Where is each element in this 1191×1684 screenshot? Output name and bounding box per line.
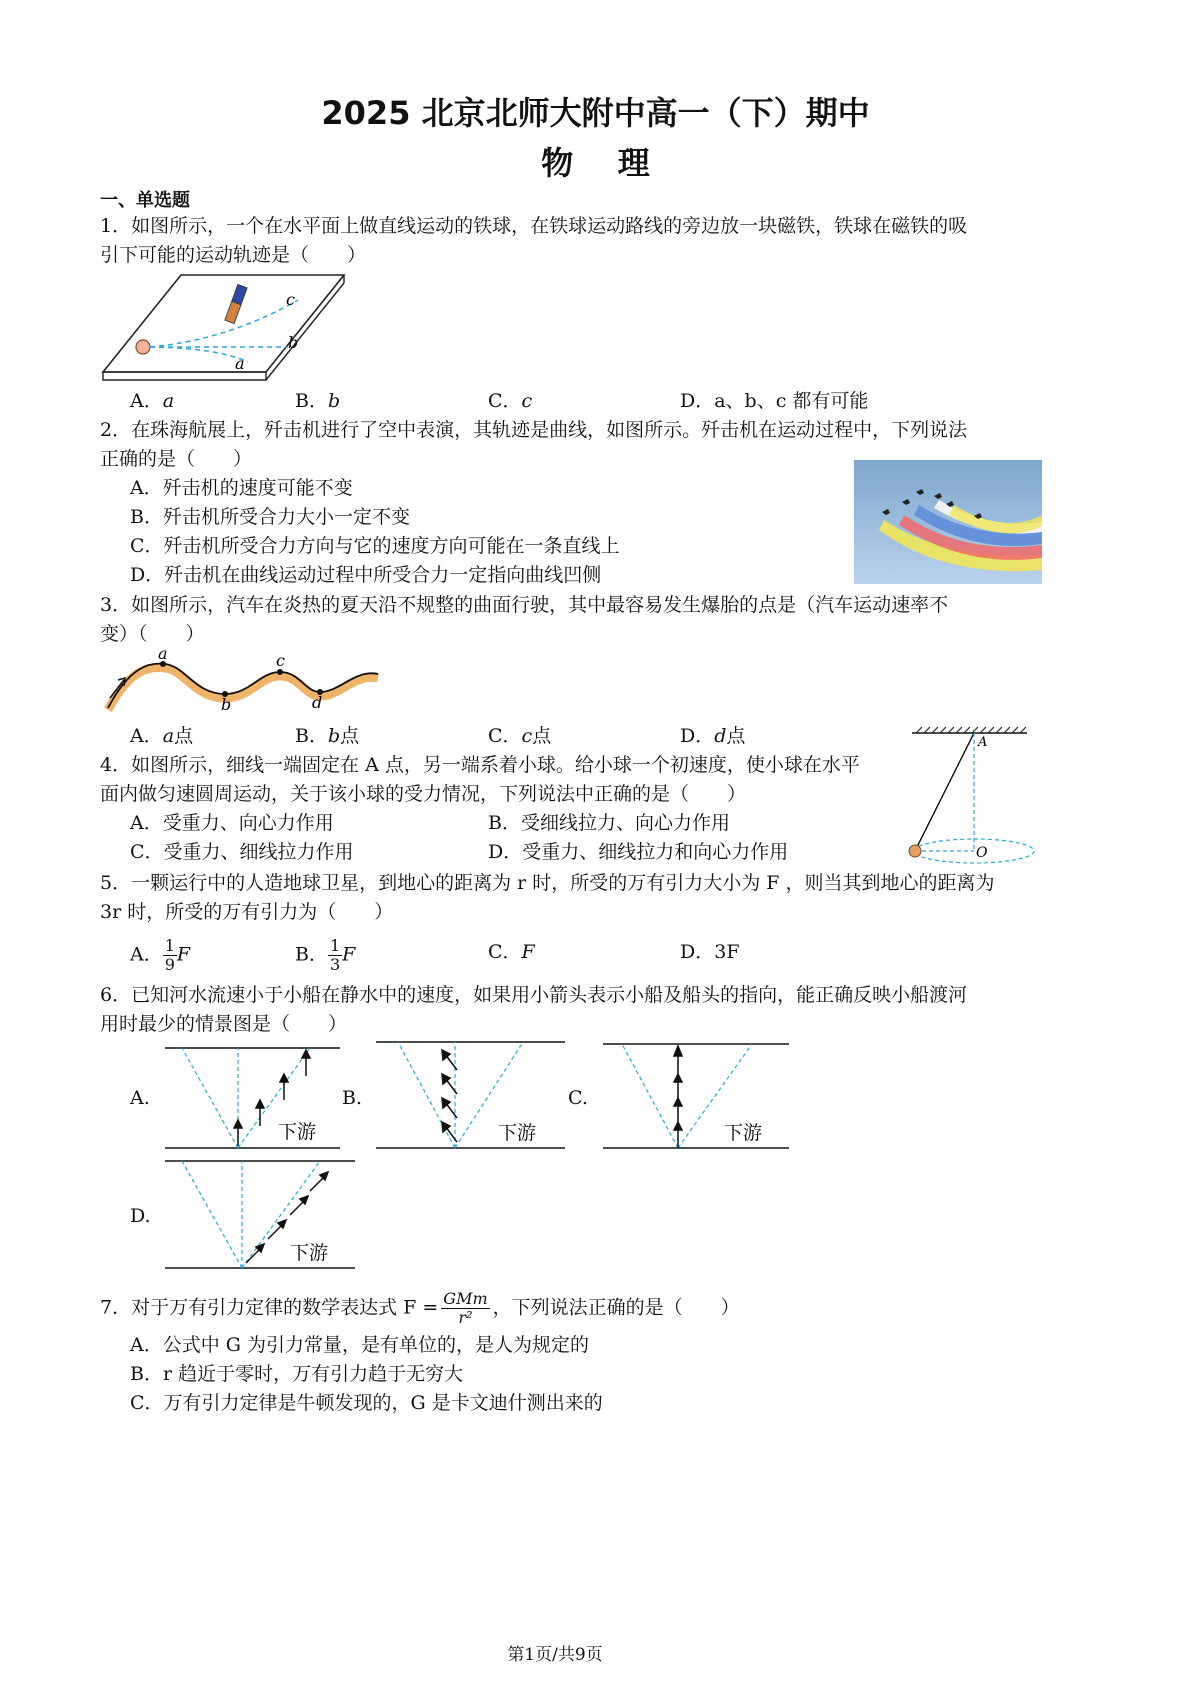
q2-option-a: A．歼击机的速度可能不变 (130, 477, 353, 499)
q4-option-c: C．受重力、细线拉力作用 (130, 841, 354, 863)
q3-stem-line2: 变）（ ） (100, 623, 205, 645)
q7-option-b: B．r 趋近于零时，万有引力趋于无穷大 (130, 1363, 464, 1385)
subject-title: 物 理 (541, 144, 650, 182)
q3-option-c: C．c点 (488, 725, 552, 747)
label-c: c (276, 651, 285, 670)
q3-stem-line1: 3．如图所示，汽车在炎热的夏天沿不规整的曲面行驶，其中最容易发生爆胎的点是（汽车运动速率不 (100, 594, 949, 616)
label-A: A (978, 735, 988, 750)
q6-label-c: C. (568, 1087, 588, 1109)
q1-stem-line2: 引下可能的运动轨迹是（ ） (100, 244, 367, 266)
q7-option-c: C．万有引力定律是牛顿发现的，G 是卡文迪什测出来的 (130, 1392, 603, 1414)
string (915, 733, 974, 851)
q3-option-b: B．b点 (295, 725, 360, 747)
q7-option-a: A．公式中 G 为引力常量，是有单位的，是人为规定的 (130, 1334, 589, 1356)
q2-option-c: C．歼击机所受合力方向与它的速度方向可能在一条直线上 (130, 535, 620, 557)
q5-option-a: A． $\frac{1}{9}$ F (130, 936, 191, 974)
section-heading: 一、单选题 (100, 190, 190, 211)
q3-figure-road (100, 648, 385, 718)
q1-figure-magnet-ball (98, 270, 348, 385)
label-a: a (235, 354, 245, 373)
q1-option-c: C．c (488, 390, 533, 412)
q1-stem-line1: 1．如图所示，一个在水平面上做直线运动的铁球，在铁球运动路线的旁边放一块磁铁，铁球在磁铁的吸 (100, 215, 968, 237)
label-d: d (312, 693, 323, 712)
road-surface (108, 667, 378, 710)
q5-stem-line1: 5．一颗运行中的人造地球卫星，到地心的距离为 r 时，所受的万有引力大小为 F ，则当其到地心的距离为 (100, 872, 995, 894)
table-edge (103, 372, 266, 380)
q2-stem-line2: 正确的是（ ） (100, 448, 253, 470)
q2-stem-line1: 2．在珠海航展上，歼击机进行了空中表演，其轨迹是曲线，如图所示。歼击机在运动过程中，下列说法 (100, 419, 968, 441)
q1-option-d: D．a、b、c 都有可能 (680, 390, 869, 412)
q4-option-b: B．受细线拉力、向心力作用 (488, 812, 730, 834)
magnet-icon (225, 284, 247, 323)
downstream-label: 下游 (498, 1122, 537, 1144)
q4-option-a: A．受重力、向心力作用 (130, 812, 334, 834)
q5-option-d: D．3F (680, 941, 740, 963)
q5-stem-line2: 3r 时，所受的万有引力为（ ） (100, 901, 394, 923)
q6-stem-line1: 6．已知河水流速小于小船在静水中的速度，如果用小箭头表示小船及船头的指向，能正确反映小船渡河 (100, 984, 968, 1006)
label-b: b (221, 695, 232, 714)
q6-figure-a (160, 1042, 345, 1154)
label-c: c (286, 290, 295, 309)
q5-option-b: B． $\frac{1}{3}$ F (295, 936, 356, 974)
q3-option-a: A．a点 (130, 725, 194, 747)
downstream-label: 下游 (724, 1122, 763, 1144)
q4-option-d: D．受重力、细线拉力和向心力作用 (488, 841, 789, 863)
label-b: b (288, 333, 299, 352)
q3-option-d: D．d点 (680, 725, 746, 747)
boat-arrows (674, 1046, 682, 1148)
track-c (150, 300, 298, 347)
q1-option-b: B．b (295, 390, 341, 412)
q5-option-c: C．F (488, 941, 535, 963)
iron-ball (136, 340, 150, 354)
downstream-label: 下游 (290, 1242, 329, 1264)
q4-figure-conical-pendulum (902, 724, 1037, 869)
q6-label-b: B. (342, 1087, 363, 1109)
q6-stem-line2: 用时最少的情景图是（ ） (100, 1013, 348, 1035)
table-surface (103, 275, 344, 372)
q7-stem: 7．对于万有引力定律的数学表达式 F = $\frac{\text{GMm}}{\text{r²}}$ ，下列说法正确的是（ ） (100, 1289, 740, 1327)
q6-figure-d (160, 1155, 360, 1275)
exam-title: 2025 北京北师大附中高一（下）期中 (321, 94, 870, 132)
q6-label-d: D. (130, 1205, 151, 1227)
ball (909, 845, 921, 857)
q2-option-b: B．歼击机所受合力大小一定不变 (130, 506, 410, 528)
page-footer: 第1页/共9页 (507, 1645, 603, 1665)
q4-stem-line1: 4．如图所示，细线一端固定在 A 点，另一端系着小球。给小球一个初速度，使小球在水平 (100, 754, 860, 776)
q4-stem-line2: 面内做匀速圆周运动，关于该小球的受力情况，下列说法中正确的是（ ） (100, 783, 747, 805)
q6-label-a: A. (130, 1087, 150, 1109)
downstream-label: 下游 (278, 1121, 317, 1143)
label-O: O (976, 845, 988, 861)
label-a: a (158, 648, 168, 663)
q6-figure-b (373, 1036, 568, 1154)
q1-option-a: A．a (130, 390, 175, 412)
q2-photo-jets (854, 460, 1042, 584)
q6-figure-c (600, 1038, 792, 1154)
q2-option-d: D．歼击机在曲线运动过程中所受合力一定指向曲线凹侧 (130, 564, 602, 586)
track-a (150, 347, 248, 362)
